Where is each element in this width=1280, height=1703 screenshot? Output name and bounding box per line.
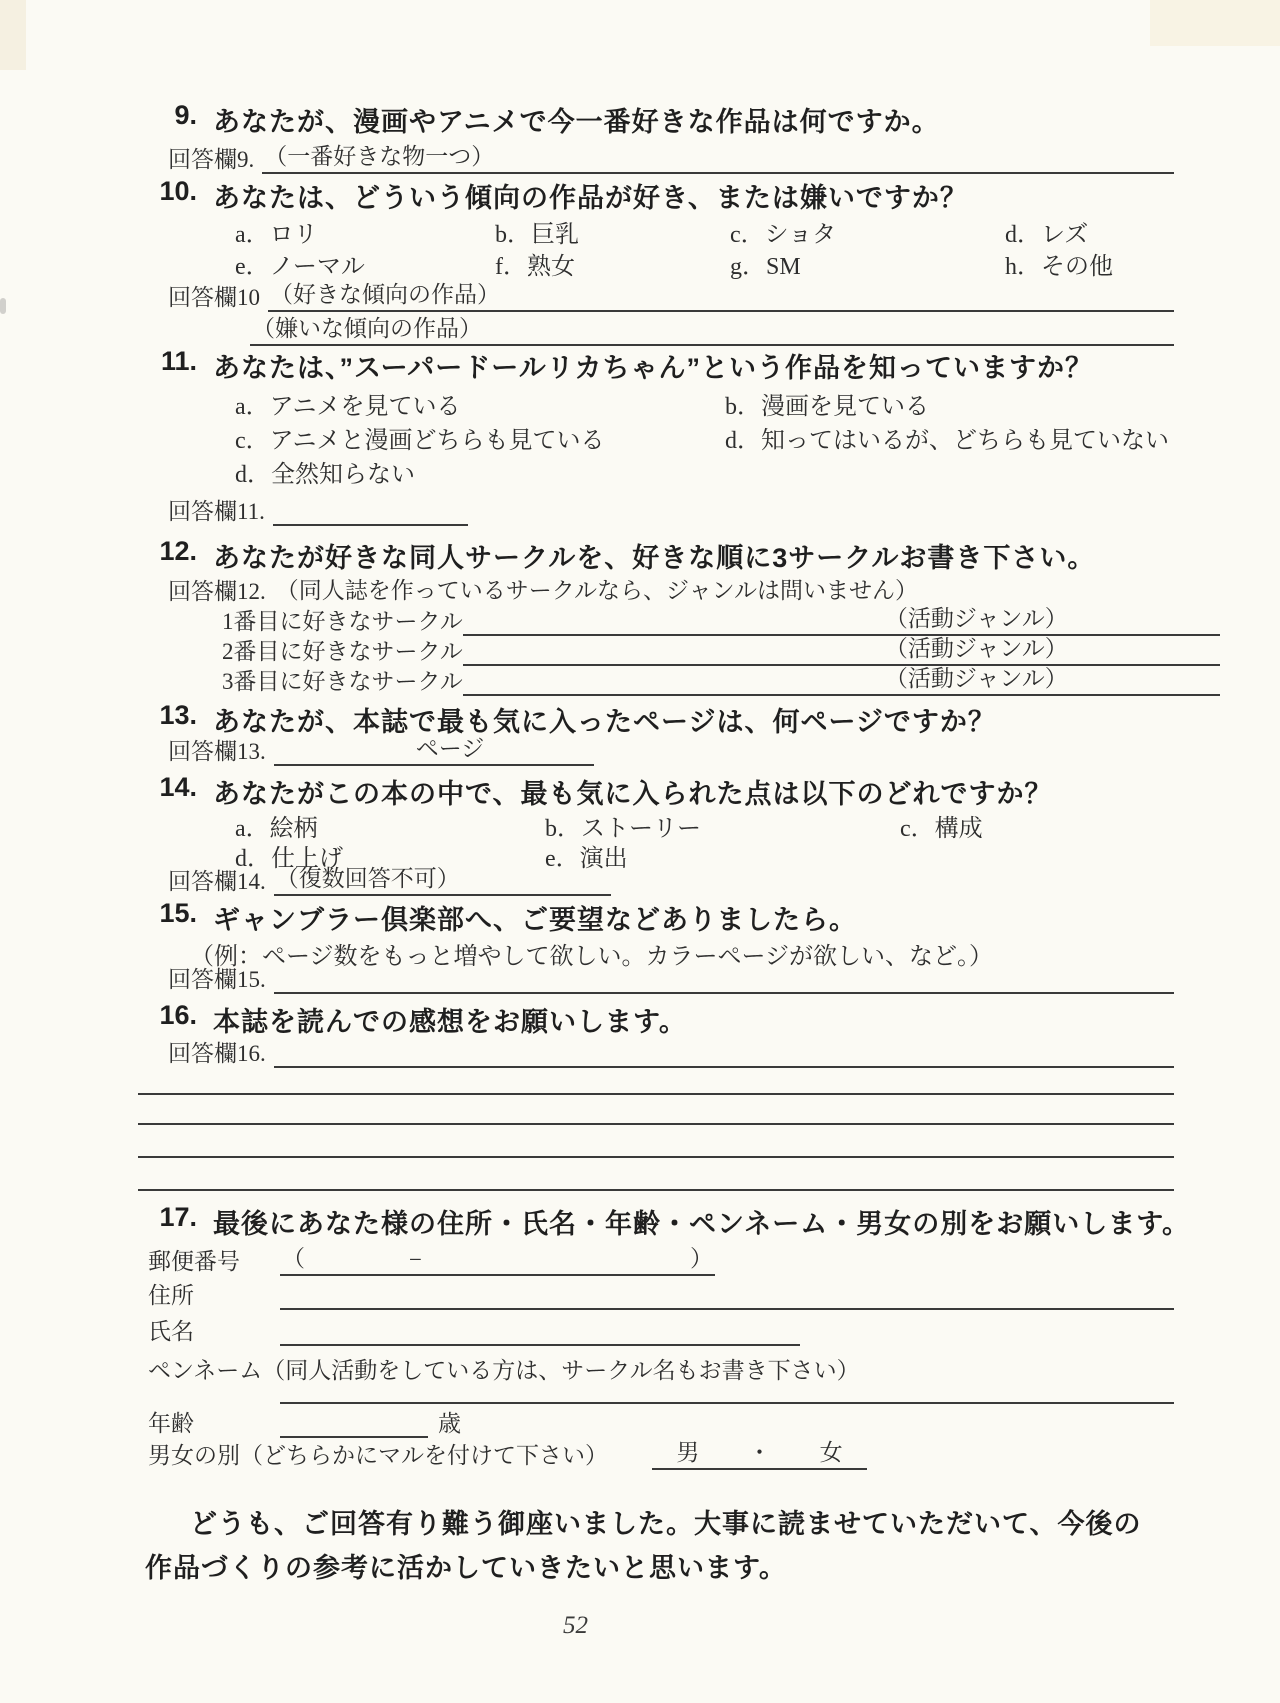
answer-label-9: 回答欄9. xyxy=(168,147,255,172)
postal-close-paren: ） xyxy=(690,1246,713,1271)
rank-1-genre-note: （活動ジャンル） xyxy=(884,606,1068,631)
q14-option-b: b．ストーリー xyxy=(545,816,701,842)
question-15-number: 15. xyxy=(159,898,197,928)
name-row xyxy=(148,1316,800,1346)
q11-option-d: d．知ってはいるが、どちらも見ていない xyxy=(725,428,1169,454)
question-17-number: 17. xyxy=(159,1202,197,1232)
question-12-heading xyxy=(145,536,1095,575)
page-number: 52 xyxy=(563,1612,588,1639)
question-13-number: 13. xyxy=(159,700,197,730)
answer-label-10: 回答欄10 xyxy=(168,285,260,310)
q14-option-c: c．構成 xyxy=(900,816,983,842)
question-16-title: 本誌を読んでの感想をお願いします。 xyxy=(213,1007,687,1037)
closing-paragraph-line-1: どうも、ご回答有り難う御座いました。大事に読ませていただいて、今後の xyxy=(190,1509,1142,1539)
question-14-title: あなたがこの本の中で、最も気に入られた点は以下のどれですか？ xyxy=(213,779,1053,809)
comment-line-2 xyxy=(138,1123,1174,1125)
closing-paragraph-line-2: 作品づくりの参考に活かしていきたいと思います。 xyxy=(145,1553,787,1583)
comment-line-3 xyxy=(138,1156,1174,1158)
scan-smudge-left-edge xyxy=(0,298,6,314)
question-11-heading xyxy=(145,346,1093,385)
address-label: 住所 xyxy=(148,1283,194,1308)
q14-option-a: a．絵柄 xyxy=(235,816,318,842)
question-15-heading xyxy=(145,898,857,937)
question-17-heading xyxy=(145,1202,1190,1241)
question-12-title: あなたが好きな同人サークルを、好きな順に3サークルお書き下さい。 xyxy=(213,543,1096,573)
q10-option-f: f．熟女 xyxy=(495,254,575,280)
gender-male-option: 男 xyxy=(676,1440,700,1465)
answer-blank-16 xyxy=(274,1036,1174,1068)
gender-female-option: 女 xyxy=(819,1440,843,1465)
answer-label-14: 回答欄14. xyxy=(168,869,266,894)
answer-blank-15 xyxy=(274,962,1174,994)
answer-note-14: （復数回答不可） xyxy=(275,866,460,891)
q10-option-g: g．SM xyxy=(730,254,801,280)
question-14-number: 14. xyxy=(159,772,197,802)
rank-1-label: 1番目に好きなサークル xyxy=(222,609,463,634)
rank-3-label: 3番目に好きなサークル xyxy=(222,669,463,694)
penname-label: ペンネーム（同人活動をしている方は、サークル名もお書き下さい） xyxy=(148,1358,860,1383)
question-12-number: 12. xyxy=(159,536,197,566)
rank-2-label: 2番目に好きなサークル xyxy=(222,639,463,664)
answer-row-15 xyxy=(168,964,1174,994)
answer-label-16: 回答欄16. xyxy=(168,1041,266,1066)
like-note-10: （好きな傾向の作品） xyxy=(270,282,500,307)
rank-3-genre-note: （活動ジャンル） xyxy=(884,666,1068,691)
q11-option-c: c．アニメと漫画どちらも見ている xyxy=(235,428,605,454)
gender-row xyxy=(148,1440,867,1470)
question-9-number: 9. xyxy=(174,100,197,130)
gender-choice-blank xyxy=(652,1438,867,1470)
question-17-title: 最後にあなた様の住所・氏名・年齢・ペンネーム・男女の別をお願いします。 xyxy=(213,1209,1191,1239)
answer-blank-11 xyxy=(273,492,468,526)
answer-label-11: 回答欄11. xyxy=(168,499,265,524)
answer-blank-10-like xyxy=(268,276,1174,312)
answer-blank-14 xyxy=(274,864,611,896)
scan-edge-top-left xyxy=(0,0,26,70)
answer-row-14 xyxy=(168,866,611,896)
question-13-title: あなたが、本誌で最も気に入ったページは、何ページですか？ xyxy=(213,707,996,737)
answer-row-11 xyxy=(168,494,468,526)
q15-example-note: （例：ページ数をもっと増やして欲しい。カラーページが欲しい、など。） xyxy=(190,944,994,970)
q10-option-c: c．ショタ xyxy=(730,222,837,248)
comment-line-4 xyxy=(138,1189,1174,1191)
comment-line-1 xyxy=(138,1093,1174,1095)
q14-option-e: e．演出 xyxy=(545,846,628,872)
q10-option-e: e．ノーマル xyxy=(235,254,365,280)
name-blank xyxy=(280,1314,800,1346)
q11-option-a: a．アニメを見ている xyxy=(235,394,461,420)
answer-blank-10-dislike xyxy=(250,310,1174,346)
q11-option-d2: d．全然知らない xyxy=(235,462,415,488)
q14-option-d: d．仕上げ xyxy=(235,846,343,872)
rank-3-blank xyxy=(463,660,1220,696)
answer-label-15: 回答欄15. xyxy=(168,967,266,992)
postal-open-paren: （ xyxy=(282,1246,305,1271)
answer-row-16 xyxy=(168,1038,1174,1068)
postal-code-blank xyxy=(280,1242,715,1276)
question-14-heading xyxy=(145,772,1052,811)
gender-separator-dot: ・ xyxy=(747,1440,771,1465)
question-10-number: 10. xyxy=(159,176,197,206)
postal-code-row xyxy=(148,1244,715,1276)
age-blank xyxy=(280,1408,428,1438)
answer-label-13: 回答欄13. xyxy=(168,739,266,764)
scan-edge-top-right xyxy=(1150,0,1280,46)
question-10-title: あなたは、どういう傾向の作品が好き、または嫌いですか？ xyxy=(213,183,968,213)
q10-option-b: b．巨乳 xyxy=(495,222,579,248)
answer-blank-13 xyxy=(274,734,594,766)
age-row xyxy=(148,1410,469,1438)
answer-row-9 xyxy=(168,142,1174,174)
rank-2-genre-note: （活動ジャンル） xyxy=(884,636,1068,661)
answer-row-10-like xyxy=(168,280,1174,312)
age-unit-label: 歳 xyxy=(438,1411,461,1436)
address-blank xyxy=(280,1278,1174,1310)
page-unit-label: ページ xyxy=(415,736,485,761)
question-11-number: 11. xyxy=(160,346,197,376)
answer-blank-9 xyxy=(262,138,1174,174)
question-15-title: ギャンブラー倶楽部へ、ご要望などありましたら。 xyxy=(213,905,857,935)
answer-label-12: 回答欄12. xyxy=(168,579,266,604)
rank-row-3 xyxy=(222,666,1220,696)
answer-note-9: （一番好きな物一つ） xyxy=(264,144,495,169)
question-16-number: 16. xyxy=(159,1000,197,1030)
dislike-note-10: （嫌いな傾向の作品） xyxy=(252,316,482,341)
q10-option-a: a．ロリ xyxy=(235,222,318,248)
question-9-title: あなたが、漫画やアニメで今一番好きな作品は何ですか。 xyxy=(213,107,940,137)
answer-row-13 xyxy=(168,736,594,766)
postal-dash: − xyxy=(409,1247,422,1272)
answer-note-12: （同人誌を作っているサークルなら、ジャンルは問いません） xyxy=(275,578,919,603)
name-label: 氏名 xyxy=(148,1319,194,1344)
q11-option-b: b．漫画を見ている xyxy=(725,394,929,420)
age-label: 年齢 xyxy=(148,1411,194,1436)
gender-label: 男女の別（どちらかにマルを付けて下さい） xyxy=(148,1443,608,1468)
postal-code-label: 郵便番号 xyxy=(148,1249,240,1274)
question-11-title: あなたは、”スーパードールリカちゃん”という作品を知っていますか？ xyxy=(213,353,1093,383)
q10-option-h: h．その他 xyxy=(1005,254,1113,280)
question-16-heading xyxy=(145,1000,687,1039)
question-9-heading xyxy=(145,100,940,139)
penname-blank xyxy=(280,1402,1174,1404)
q10-option-d: d．レズ xyxy=(1005,222,1089,248)
question-10-heading xyxy=(145,176,968,215)
address-row xyxy=(148,1280,1174,1310)
answer-row-10-dislike xyxy=(250,314,1174,346)
